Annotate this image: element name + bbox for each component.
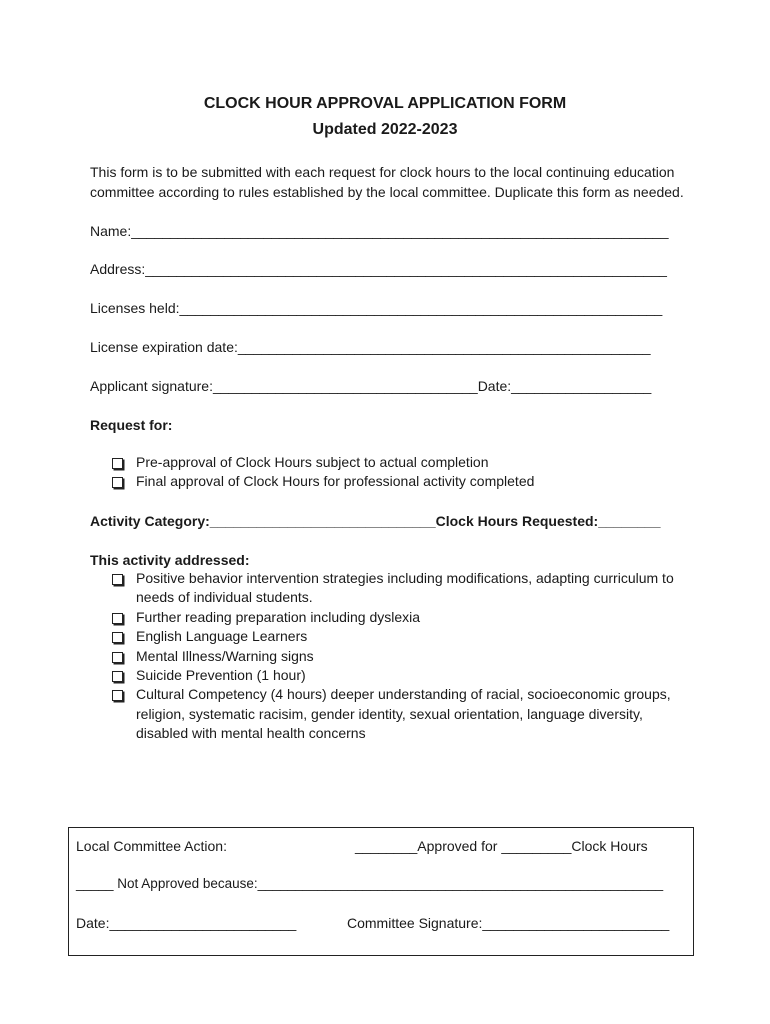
activity-category-field[interactable]: Activity Category:_____________________________Clock Hours Requested:________ bbox=[90, 513, 661, 529]
committee-action-box bbox=[68, 827, 694, 956]
activity-option-ell[interactable]: English Language Learners bbox=[112, 627, 676, 646]
intro-paragraph: This form is to be submitted with each request for clock hours to the local continuing education committee according to rules established by the local committee. Duplicate this form as needed. bbox=[90, 164, 684, 200]
activity-option-cultural-competency[interactable]: Cultural Competency (4 hours) deeper understanding of racial, socioeconomic groups, religion, systematic racisim, gender identity, sexual orientation, language diversity, disabled with mental health concerns bbox=[112, 685, 676, 743]
not-approved-field[interactable]: _____ Not Approved because:______________________________________________________ bbox=[76, 876, 664, 891]
checkbox-icon[interactable] bbox=[112, 613, 123, 624]
activity-option-mental-illness[interactable]: Mental Illness/Warning signs bbox=[112, 647, 676, 666]
name-field[interactable]: Name:_____________________________________________________________________ bbox=[90, 223, 669, 239]
request-options bbox=[112, 453, 676, 492]
checkbox-icon[interactable] bbox=[112, 477, 123, 488]
committee-signature-field[interactable]: Committee Signature:________________________ bbox=[347, 915, 670, 931]
committee-date-field[interactable]: Date:________________________ bbox=[76, 915, 297, 931]
license-expiration-field[interactable]: License expiration date:_____________________________________________________ bbox=[90, 339, 651, 355]
form-title: CLOCK HOUR APPROVAL APPLICATION FORM bbox=[203, 95, 567, 112]
committee-action-label: Local Committee Action: bbox=[76, 838, 227, 854]
activity-option-suicide-prevention[interactable]: Suicide Prevention (1 hour) bbox=[112, 666, 676, 685]
request-heading: Request for: bbox=[90, 417, 173, 433]
activity-option-reading[interactable]: Further reading preparation including dyslexia bbox=[112, 608, 676, 627]
request-option-preapproval[interactable]: Pre-approval of Clock Hours subject to actual completion bbox=[112, 453, 676, 472]
activity-options bbox=[112, 569, 676, 744]
checkbox-icon[interactable] bbox=[112, 458, 123, 469]
activity-option-pbis[interactable]: Positive behavior intervention strategies including modifications, adapting curriculum to needs of individual students. bbox=[112, 569, 676, 608]
checkbox-icon[interactable] bbox=[112, 671, 123, 682]
form-subtitle: Updated 2022-2023 bbox=[312, 121, 458, 138]
checkbox-icon[interactable] bbox=[112, 652, 123, 663]
applicant-signature-field[interactable]: Applicant signature:__________________________________Date:__________________ bbox=[90, 378, 652, 394]
checkbox-icon[interactable] bbox=[112, 690, 123, 701]
licenses-held-field[interactable]: Licenses held:______________________________________________________________ bbox=[90, 300, 663, 316]
request-option-final-approval[interactable]: Final approval of Clock Hours for professional activity completed bbox=[112, 472, 676, 491]
checkbox-icon[interactable] bbox=[112, 632, 123, 643]
activity-addressed-heading: This activity addressed: bbox=[90, 552, 250, 568]
checkbox-icon[interactable] bbox=[112, 574, 123, 585]
address-field[interactable]: Address:___________________________________________________________________ bbox=[90, 261, 667, 277]
approved-for-field[interactable]: ________Approved for _________Clock Hours bbox=[355, 838, 648, 854]
